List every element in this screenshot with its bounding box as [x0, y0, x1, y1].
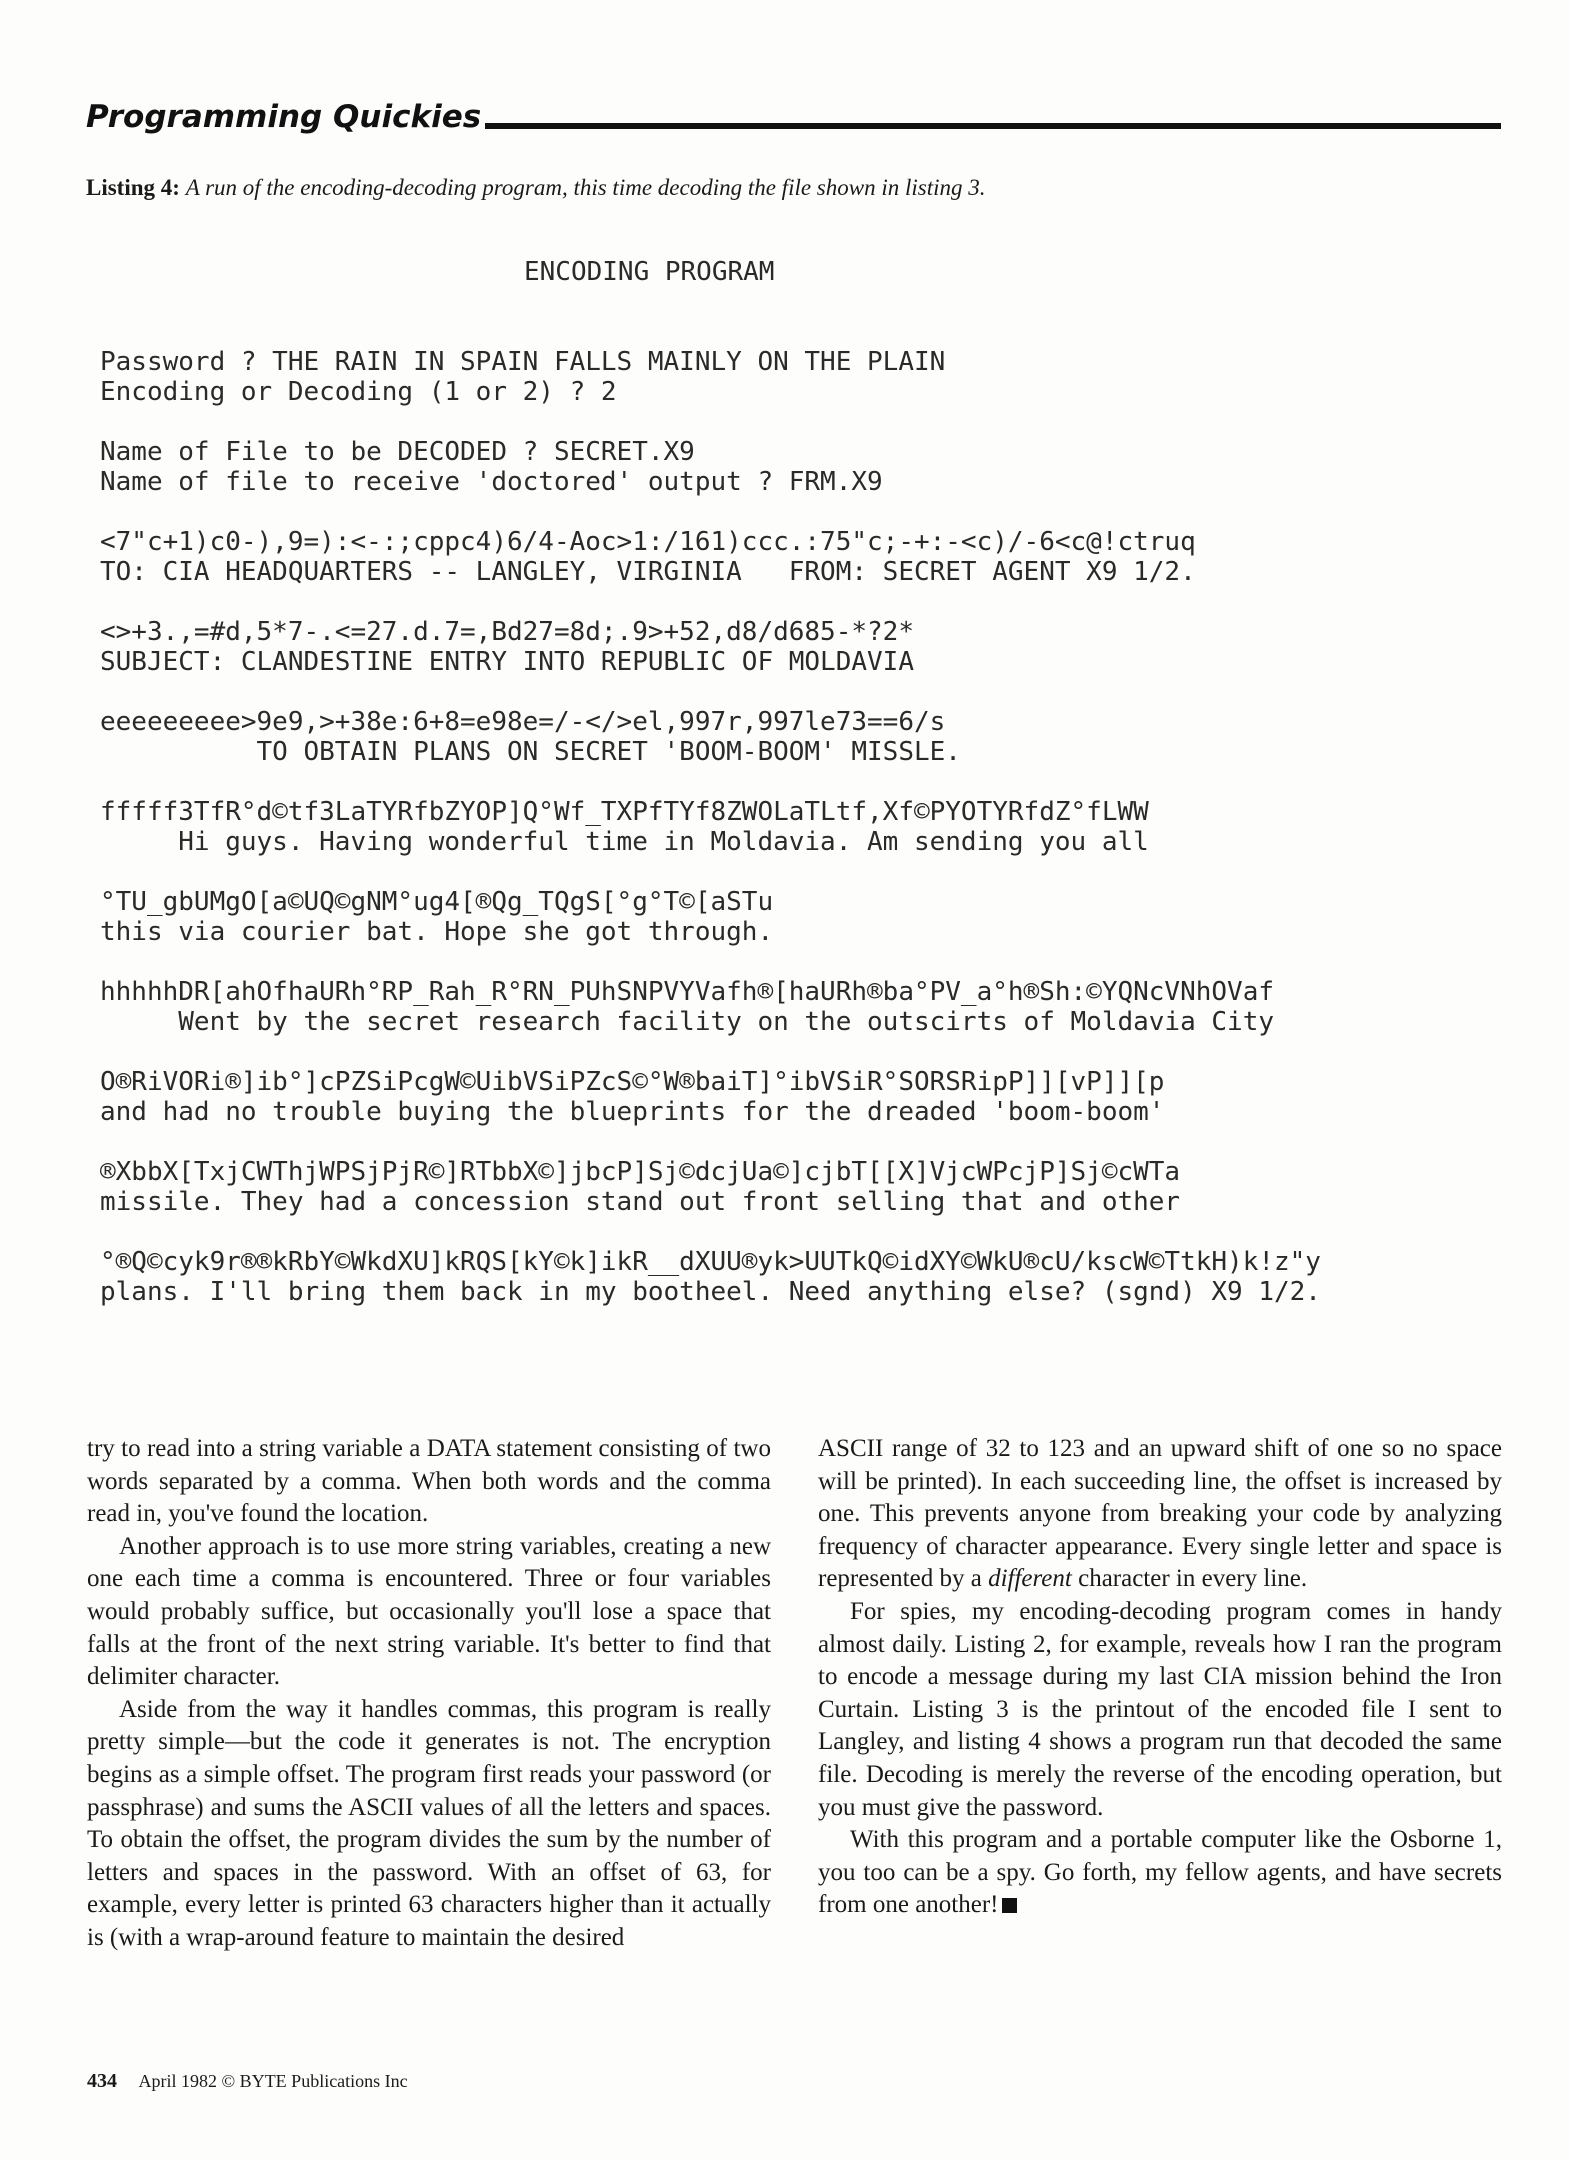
body-paragraph: try to read into a string variable a DATA statement consisting of two words separated by a comma. When both words and the comma read in, you've found the location.	[87, 1435, 771, 1528]
paragraph-text: With this program and a portable computer like the Osborne 1, you too can be a spy. Go forth, my fellow agents, and have secrets from one another!	[818, 1826, 1502, 1919]
listing-line: eeeeeeeee>9e9,>+38e:6+8=e98e=/-</>el,997r,997le73==6/s	[100, 707, 946, 737]
body-paragraph: Another approach is to use more string variables, creating a new one each time a comma is encountered. Three or four variables would probably suffice, but occasionally you'll lose a space that falls at the front of the next string variable. It's better to find that delimiter character.	[87, 1532, 771, 1691]
section-title: Programming Quickies	[86, 99, 482, 135]
section-header	[86, 95, 1501, 135]
body-column-left	[87, 1433, 771, 1955]
caption-text: A run of the encoding-decoding program, this time decoding the file shown in listing 3.	[185, 175, 986, 200]
listing-line: TO: CIA HEADQUARTERS -- LANGLEY, VIRGINIA FROM: SECRET AGENT X9 1/2.	[100, 557, 1196, 587]
emphasis-text: different	[988, 1565, 1072, 1593]
listing-line: TO OBTAIN PLANS ON SECRET 'BOOM-BOOM' MISSLE.	[100, 737, 961, 767]
listing-line: Name of File to be DECODED ? SECRET.X9	[100, 437, 695, 467]
listing-line: and had no trouble buying the blueprints for the dreaded 'boom-boom'	[100, 1097, 1165, 1127]
body-column-right	[818, 1433, 1502, 1922]
listing-line: Went by the secret research facility on the outscirts of Moldavia City	[100, 1007, 1274, 1037]
page-number: 434	[87, 2070, 117, 2092]
listing-line: hhhhhDR[ahOfhaURh°RP_Rah_R°RN_PUhSNPVYVafh®[haURh®ba°PV_a°h®Sh:©YQNcVNhOVaf	[100, 977, 1274, 1007]
listing-line: <7"c+1)c0-),9=):<-:;cppc4)6/4-Aoc>1:/161)ccc.:75"c;-+:-<c)/-6<c@!ctruq	[100, 527, 1196, 557]
listing-line: missile. They had a concession stand out front selling that and other	[100, 1187, 1181, 1217]
listing-line: Password ? THE RAIN IN SPAIN FALLS MAINLY ON THE PLAIN	[100, 347, 946, 377]
body-paragraph: For spies, my encoding-decoding program comes in handy almost daily. Listing 2, for example, reveals how I ran the program to encode a message during my last CIA mission behind the Iron Curtain. Listing 3 is the printout of the encoded file I sent to Langley, and listing 4 shows a program run that decoded the same file. Decoding is merely the reverse of the encoding operation, but you must give the password.	[818, 1597, 1502, 1821]
listing-line: °®Q©cyk9r®®kRbY©WkdXU]kRQS[kY©k]ikR__dXUU®yk>UUTkQ©idXY©WkU®cU/kscW©TtkH)k!z"y	[100, 1247, 1321, 1277]
listing-line: Name of file to receive 'doctored' output ? FRM.X9	[100, 467, 883, 497]
listing-line: O®RiVORi®]ib°]cPZSiPcgW©UibVSiPZcS©°W®baiT]°ibVSiR°SORSRipP]][vP]][p	[100, 1067, 1165, 1097]
listing-line: Hi guys. Having wonderful time in Moldavia. Am sending you all	[100, 827, 1149, 857]
listing-line: Encoding or Decoding (1 or 2) ? 2	[100, 377, 617, 407]
body-paragraph	[818, 1824, 1502, 1922]
listing-caption	[86, 173, 1501, 203]
body-paragraph: Aside from the way it handles commas, this program is really pretty simple—but the code it generates is not. The encryption begins as a simple offset. The program first reads your password (or passphrase) and sums the ASCII values of all the letters and spaces. To obtain the offset, the program divides the sum by the number of letters and spaces in the password. With an offset of 63, for example, every letter is printed 63 characters higher than it actually is (with a wrap-around feature to maintain the desired	[87, 1695, 771, 1951]
paragraph-text: ASCII range of 32 to 123 and an upward shift of one so no space will be printed). In each succeeding line, the offset is increased by one. This prevents anyone from breaking your code by analyzing frequency of character appearance. Every single letter and space is represented by a	[818, 1435, 1502, 1593]
listing-line: °TU_gbUMgO[a©UQ©gNM°ug4[®Qg_TQgS[°g°T©[aSTu	[100, 887, 774, 917]
listing-title: ENCODING PROGRAM	[524, 257, 775, 287]
listing-line: fffff3TfR°d©tf3LaTYRfbZYOP]Q°Wf_TXPfTYf8ZWOLaTLtf,Xf©PYOTYRfdZ°fLWW	[100, 797, 1149, 827]
paragraph-text: character in every line.	[1078, 1565, 1308, 1593]
end-of-article-mark-icon	[1002, 1898, 1017, 1913]
footer-credit: April 1982 © BYTE Publications Inc	[138, 2071, 408, 2091]
program-listing	[100, 240, 1520, 1307]
listing-line: plans. I'll bring them back in my bootheel. Need anything else? (sgnd) X9 1/2.	[100, 1277, 1321, 1307]
listing-line: SUBJECT: CLANDESTINE ENTRY INTO REPUBLIC OF MOLDAVIA	[100, 647, 914, 677]
page-footer	[87, 2070, 408, 2093]
listing-line: ®XbbX[TxjCWThjWPSjPjR©]RTbbX©]jbcP]Sj©dcjUa©]cjbT[[X]VjcWPcjP]Sj©cWTa	[100, 1157, 1181, 1187]
listing-line: <>+3.,=#d,5*7-.<=27.d.7=,Bd27=8d;.9>+52,d8/d685-*?2*	[100, 617, 914, 647]
listing-line: this via courier bat. Hope she got through.	[100, 917, 774, 947]
body-paragraph	[818, 1433, 1502, 1596]
caption-label: Listing 4:	[86, 175, 180, 200]
header-rule	[485, 123, 1501, 129]
